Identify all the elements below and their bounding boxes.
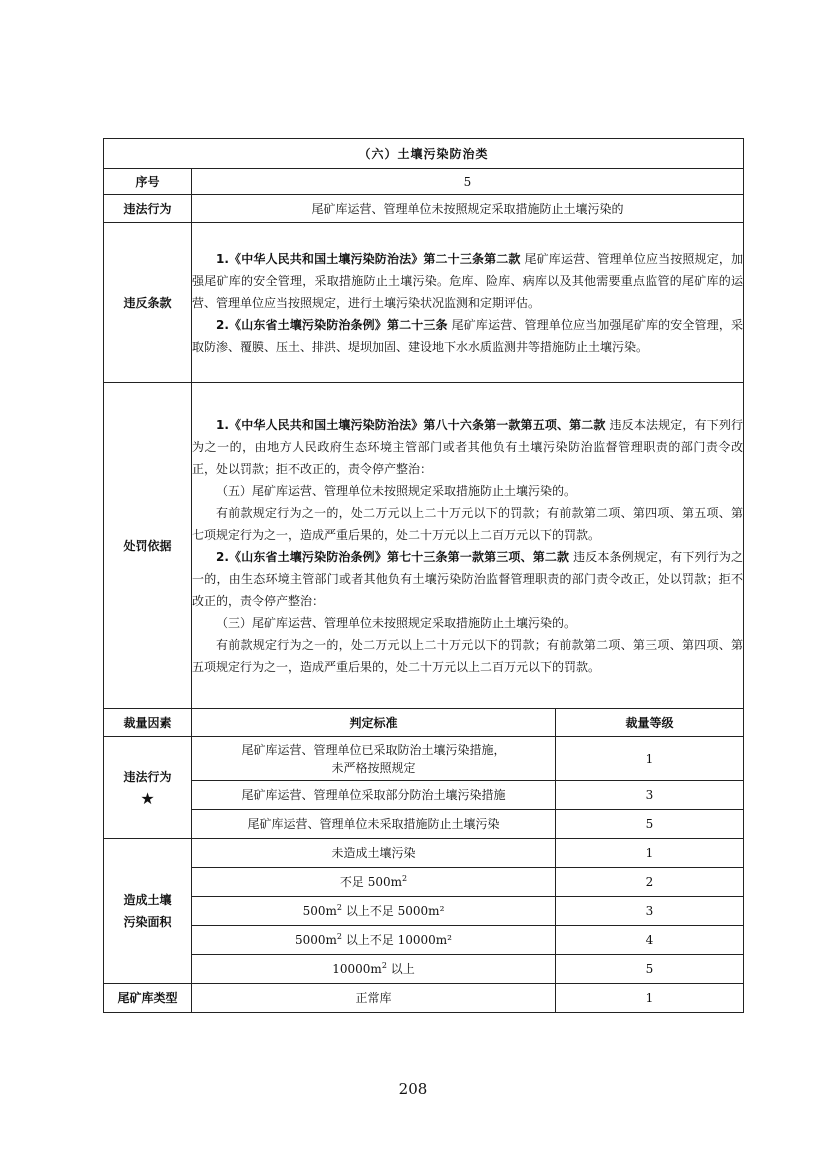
clauses-content — [192, 223, 744, 383]
level-cell: 1 — [556, 984, 744, 1013]
level-cell: 5 — [556, 810, 744, 839]
criteria-cell — [192, 737, 556, 781]
penalty-label: 处罚依据 — [104, 383, 192, 709]
criteria-text: 10000m — [332, 962, 382, 976]
penalty-paragraph — [192, 414, 743, 480]
penalty-text: （三）尾矿库运营、管理单位未按照规定采取措施防止土壤污染的。 — [216, 615, 577, 630]
penalty-text: 违反本条例规定，有下列行为之一的，由生态环境主管部门或者其他负有土壤污染防治监督管理职责的部门责令改正，处以罚款；拒不改正的，责令停产整治： — [192, 549, 743, 608]
area-factor-label — [104, 839, 192, 984]
penalty-text: 违反本法规定，有下列行为之一的，由地方人民政府生态环境主管部门或者其他负有土壤污染防治监督管理职责的部门责令改正，处以罚款；拒不改正的，责令停产整治： — [192, 417, 743, 476]
penalty-title: 2.《山东省土壤污染防治条例》第七十三条第一款第三项、第二款 — [216, 549, 570, 564]
criteria-cell — [192, 868, 556, 897]
criteria-text: 500m — [302, 904, 337, 918]
criteria-cell: 尾矿库运营、管理单位采取部分防治土壤污染措施 — [192, 781, 556, 810]
violation-value: 尾矿库运营、管理单位未按照规定采取措施防止土壤污染的 — [192, 195, 744, 223]
serial-label: 序号 — [104, 169, 192, 195]
level-cell: 3 — [556, 897, 744, 926]
level-cell: 3 — [556, 781, 744, 810]
superscript: 2 — [381, 961, 387, 970]
penalty-text: 有前款规定行为之一的，处二万元以上二十万元以下的罚款；有前款第二项、第三项、第四项、第五项规定行为之一，造成严重后果的，处二十万元以上二百万元以下的罚款。 — [192, 637, 743, 674]
violation-label: 违法行为 — [104, 195, 192, 223]
area-label: 造成土壤污染面积 — [123, 893, 172, 929]
behavior-label: 违法行为 — [123, 769, 172, 784]
penalty-title: 1.《中华人民共和国土壤污染防治法》第八十六条第一款第五项、第二款 — [216, 417, 606, 432]
penalty-content — [192, 383, 744, 709]
superscript: 2 — [336, 903, 343, 912]
clause-title: 1.《中华人民共和国土壤污染防治法》第二十三条第二款 — [216, 251, 521, 266]
criteria-cell: 正常库 — [192, 984, 556, 1013]
penalty-paragraph — [192, 480, 743, 502]
penalty-paragraph — [192, 502, 743, 546]
penalty-table — [103, 138, 744, 1013]
clause-text: 尾矿库运营、管理单位应当加强尾矿库的安全管理，采取防渗、覆膜、压土、排洪、堤坝加固、建设地下水水质监测井等措施防止土壤污染。 — [192, 317, 743, 354]
factor-header: 裁量因素 — [104, 709, 192, 737]
level-cell: 4 — [556, 926, 744, 955]
star-icon: ★ — [140, 788, 155, 808]
criteria-cell — [192, 897, 556, 926]
level-cell: 1 — [556, 839, 744, 868]
criteria-header: 判定标准 — [192, 709, 556, 737]
penalty-paragraph — [192, 634, 743, 678]
criteria-line: 未严格按照规定 — [331, 760, 416, 775]
penalty-paragraph — [192, 612, 743, 634]
superscript: 2 — [402, 874, 408, 883]
page-number: 208 — [398, 1080, 428, 1098]
criteria-text: 5000m — [294, 933, 337, 947]
level-cell: 1 — [556, 737, 744, 781]
level-cell: 5 — [556, 955, 744, 984]
criteria-text: 以上 — [386, 962, 415, 976]
criteria-line: 尾矿库运营、管理单位已采取防治土壤污染措施， — [241, 742, 506, 757]
clause-text: 尾矿库运营、管理单位应当按照规定，加强尾矿库的安全管理，采取措施防止土壤污染。危库、险库、病库以及其他需要重点监管的尾矿库的运营、管理单位应当按照规定，进行土壤污染状况监测和定期评估。 — [192, 251, 743, 310]
criteria-text: 未造成土壤污染 — [331, 846, 416, 860]
clause-paragraph — [192, 248, 743, 314]
criteria-cell: 尾矿库运营、管理单位未采取措施防止土壤污染 — [192, 810, 556, 839]
penalty-text: 有前款规定行为之一的，处二万元以上二十万元以下的罚款；有前款第二项、第四项、第五项、第七项规定行为之一，造成严重后果的，处二十万元以上二百万元以下的罚款。 — [192, 505, 743, 542]
type-factor-label: 尾矿库类型 — [104, 984, 192, 1013]
serial-value: 5 — [192, 169, 744, 195]
criteria-cell — [192, 926, 556, 955]
clause-title: 2.《山东省土壤污染防治条例》第二十三条 — [216, 317, 448, 332]
level-cell: 2 — [556, 868, 744, 897]
criteria-text: 以上不足 10000m² — [342, 933, 452, 947]
clauses-label: 违反条款 — [104, 223, 192, 383]
penalty-text: （五）尾矿库运营、管理单位未按照规定采取措施防止土壤污染的。 — [216, 483, 577, 498]
criteria-text: 不足 500m — [339, 875, 402, 889]
clause-paragraph — [192, 314, 743, 358]
criteria-text: 以上不足 5000m² — [342, 904, 445, 918]
level-header: 裁量等级 — [556, 709, 744, 737]
criteria-cell — [192, 955, 556, 984]
table-title: （六）土壤污染防治类 — [104, 139, 744, 169]
superscript: 2 — [336, 932, 342, 941]
penalty-paragraph — [192, 546, 743, 612]
criteria-cell — [192, 839, 556, 868]
behavior-factor-label — [104, 737, 192, 839]
